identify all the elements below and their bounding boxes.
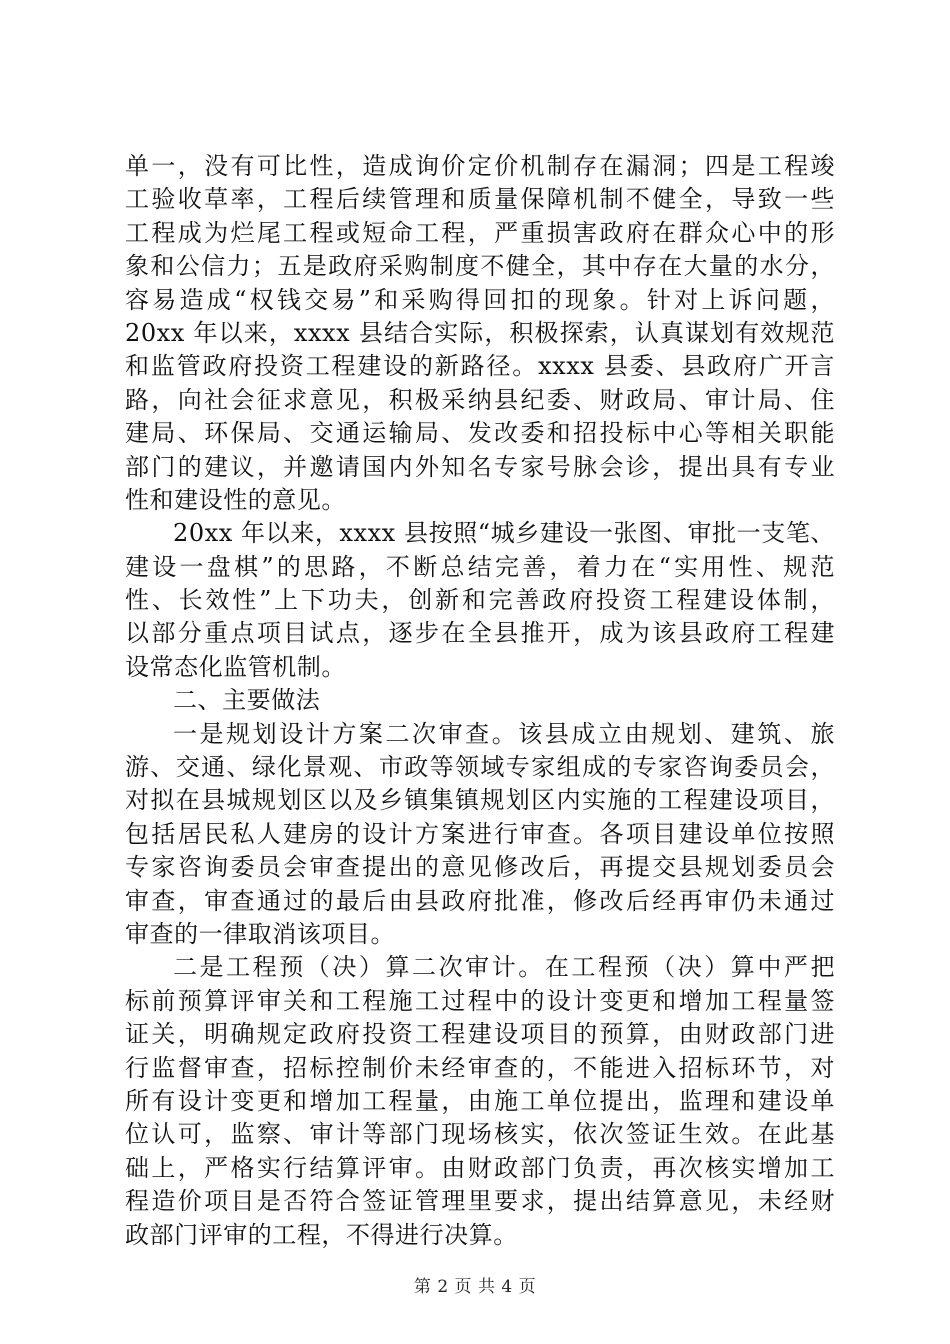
text-line: 单一，没有可比性，造成询价定价机制存在漏洞；四是工程竣 <box>125 152 835 180</box>
text-line: 容易造成“权钱交易”和采购得回扣的现象。针对上诉问题， <box>125 285 835 314</box>
text-line: 程造价项目是否符合签证管理里要求，提出结算意见，未经财 <box>125 1187 835 1216</box>
text-line: 工验收草率，工程后续管理和质量保障机制不健全，导致一些 <box>125 185 835 214</box>
text-line: 性和建设性的意见。 <box>125 485 346 514</box>
text-line: 和监管政府投资工程建设的新路径。xxxx 县委、县政府广开言 <box>125 352 835 381</box>
text-line: 审查，审查通过的最后由县政府批准，修改后经再审仍未通过 <box>125 886 835 915</box>
text-line: 建局、环保局、交通运输局、发改委和招投标中心等相关职能 <box>125 419 835 448</box>
text-line: 20xx 年以来，xxxx 县结合实际，积极探索，认真谋划有效规范 <box>125 318 835 347</box>
text-line: 设常态化监管机制。 <box>125 652 346 681</box>
text-line: 游、交通、绿化景观、市政等领域专家组成的专家咨询委员会， <box>125 753 835 782</box>
text-line: 二、主要做法 <box>173 686 321 715</box>
text-line: 建设一盘棋”的思路，不断总结完善，着力在“实用性、规范 <box>125 552 835 581</box>
text-line: 审查的一律取消该项目。 <box>125 919 396 948</box>
text-line: 路，向社会征求意见，积极采纳县纪委、财政局、审计局、住 <box>125 385 835 414</box>
text-line: 象和公信力；五是政府采购制度不健全，其中存在大量的水分， <box>125 252 835 281</box>
text-line: 位认可，监察、审计等部门现场核实，依次签证生效。在此基 <box>125 1120 835 1149</box>
text-line: 部门的建议，并邀请国内外知名专家号脉会诊，提出具有专业 <box>125 452 835 481</box>
page-footer: 第 2 页 共 4 页 <box>413 1277 537 1297</box>
text-line: 对拟在县城规划区以及乡镇集镇规划区内实施的工程建设项目， <box>125 786 835 815</box>
text-line: 政部门评审的工程，不得进行决算。 <box>125 1220 518 1249</box>
text-line: 标前预算评审关和工程施工过程中的设计变更和增加工程量签 <box>125 986 835 1015</box>
text-line: 证关，明确规定政府投资工程建设项目的预算，由财政部门进 <box>125 1020 835 1049</box>
text-line: 工程成为烂尾工程或短命工程，严重损害政府在群众心中的形 <box>125 218 835 247</box>
text-line: 二是工程预（决）算二次审计。在工程预（决）算中严把 <box>173 953 835 982</box>
text-line: 专家咨询委员会审查提出的意见修改后，再提交县规划委员会 <box>125 853 835 882</box>
document-body <box>125 150 835 1252</box>
text-line: 所有设计变更和增加工程量，由施工单位提出，监理和建设单 <box>125 1086 835 1115</box>
text-line: 以部分重点项目试点，逐步在全县推开，成为该县政府工程建 <box>125 619 835 648</box>
text-line: 行监督审查，招标控制价未经审查的，不能进入招标环节，对 <box>125 1053 835 1082</box>
text-line: 一是规划设计方案二次审查。该县成立由规划、建筑、旅 <box>173 719 835 748</box>
text-line: 包括居民私人建房的设计方案进行审查。各项目建设单位按照 <box>125 819 835 848</box>
text-line: 20xx 年以来，xxxx 县按照“城乡建设一张图、审批一支笔、 <box>173 519 835 548</box>
text-line: 础上，严格实行结算评审。由财政部门负责，再次核实增加工 <box>125 1153 835 1182</box>
text-line: 性、长效性”上下功夫，创新和完善政府投资工程建设体制， <box>125 586 835 615</box>
